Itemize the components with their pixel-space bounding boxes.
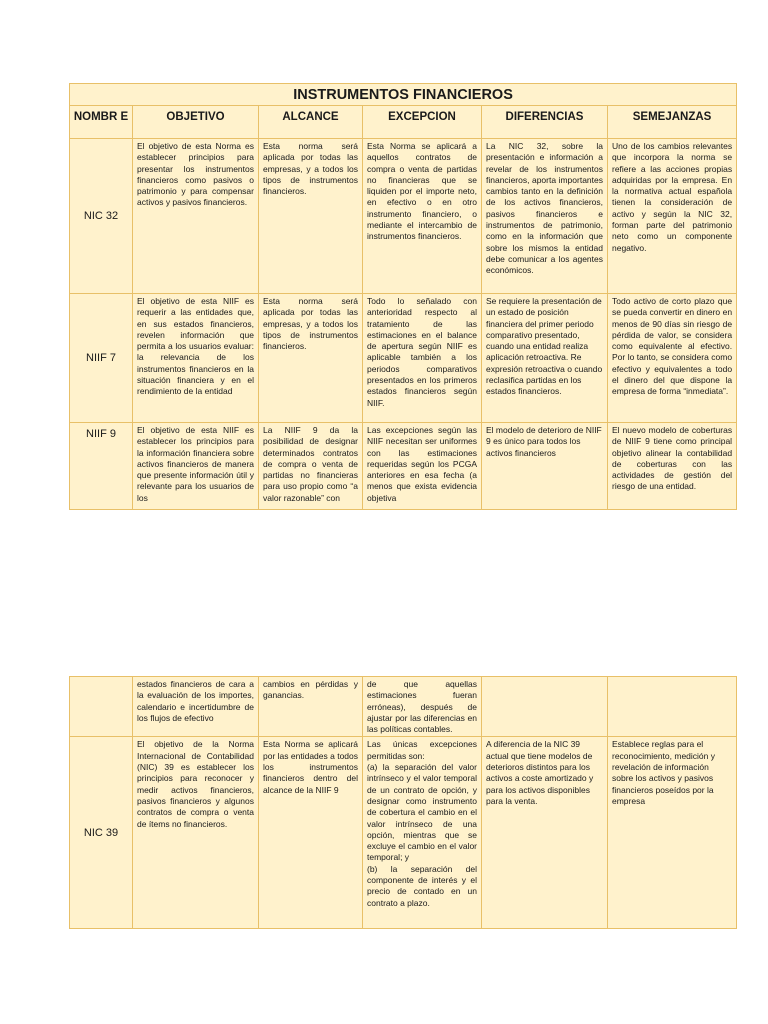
financial-instruments-table	[69, 83, 737, 510]
header-diferencias: DIFERENCIAS	[482, 106, 608, 139]
cell-semejanzas: Establece reglas para el reconocimiento, medición y revelación de información sobre los activos y pasivos financieros poseídos por la empresa	[608, 737, 737, 929]
cell-alcance: Esta norma será aplicada por todas las empresas, y a todos los tipos de instrumentos financieros.	[259, 139, 363, 294]
excepcion-intro: Las únicas excepciones permitidas son:	[367, 739, 477, 761]
header-nombre: NOMBR E	[70, 106, 133, 139]
row-name: NIC 39	[70, 737, 133, 929]
excepcion-item-b: (b) la separación del componente de interés y el precio de contado en un contrato a plazo.	[367, 863, 477, 908]
row-name: NIIF 9	[70, 423, 133, 510]
row-name: NIC 32	[70, 139, 133, 294]
cell-excepcion: de que aquellas estimaciones fueran erróneas), después de ajustar por las diferencias en las políticas contables.	[363, 677, 482, 737]
cell-semejanzas: Todo activo de corto plazo que se pueda convertir en dinero en menos de 90 días sin riesgo de pérdida de valor, se considera como equivalente al efectivo. Por lo tanto, se considera como efectivo y equivalentes a todo el dinero del que dispone la empresa de forma “inmediata”.	[608, 294, 737, 423]
cell-semejanzas: Uno de los cambios relevantes que incorpora la norma se refiere a las acciones propias adquiridas por la empresa. En la normativa actual española tienen la consideración de activo y según la NIC 32, forman parte del patrimonio neto como un componente negativo.	[608, 139, 737, 294]
header-semejanzas: SEMEJANZAS	[608, 106, 737, 139]
cell-alcance: Esta norma será aplicada por todas las empresas, y a todos los tipos de instrumentos financieros.	[259, 294, 363, 423]
cell-objetivo: El objetivo de esta NIIF es requerir a las entidades que, en sus estados financieros, revelen información que permita a los usuarios evaluar: la relevancia de los instrumentos financieros en la situación financiera y en el rendimiento de la entidad	[133, 294, 259, 423]
cell-diferencias	[482, 677, 608, 737]
row-name	[70, 677, 133, 737]
header-objetivo: OBJETIVO	[133, 106, 259, 139]
cell-semejanzas: El nuevo modelo de coberturas de NIIF 9 tiene como principal objetivo alinear la contabilidad de coberturas con las actividades de gestión del riesgo de una entidad.	[608, 423, 737, 510]
header-alcance: ALCANCE	[259, 106, 363, 139]
cell-diferencias: Se requiere la presentación de un estado de posición financiera del primer periodo comparativo presentado, cuando una entidad realiza aplicación retroactiva. Re expresión retroactiva o cuando reclasifica partidas en los estados financieros.	[482, 294, 608, 423]
cell-alcance: Esta Norma se aplicará por las entidades a todos los instrumentos financieros dentro del alcance de la NIIF 9	[259, 737, 363, 929]
excepcion-item-a: (a) la separación del valor intrínseco y el valor temporal de un contrato de opción, y designar como instrumento de cobertura el cambio en el valor intrínseco de una opción, mientras que se excluye el cambio en el valor temporal; y	[367, 762, 477, 863]
cell-semejanzas	[608, 677, 737, 737]
table-row	[70, 423, 737, 510]
cell-objetivo: El objetivo de esta NIIF es establecer los principios para la información financiera sobre activos financieros de manera que presente información útil y relevante para los usuarios de los	[133, 423, 259, 510]
cell-excepcion: Todo lo señalado con anterioridad respecto al tratamiento de las estimaciones en el balance de apertura según NIIF es aplicable también a los periodos comparativos presentados en los primeros estados financieros según NIIF.	[363, 294, 482, 423]
cell-excepcion: Esta Norma se aplicará a aquellos contratos de compra o venta de partidas no financieras que se liquiden por el importe neto, en efectivo o en otro instrumento financiero, o mediante el intercambio de instrumentos financieros.	[363, 139, 482, 294]
cell-objetivo: El objetivo de esta Norma es establecer principios para presentar los instrumentos financieros como pasivos o patrimonio y para compensar activos y pasivos financieros.	[133, 139, 259, 294]
cell-alcance: La NIIF 9 da la posibilidad de designar determinados contratos de compra o venta de partidas no financieras para uso propio como “a valor razonable” con	[259, 423, 363, 510]
cell-objetivo: estados financieros de cara a la evaluación de los importes, calendario e incertidumbre de los flujos de efectivo	[133, 677, 259, 737]
table-row-continuation	[70, 677, 737, 737]
header-excepcion: EXCEPCION	[363, 106, 482, 139]
cell-diferencias: La NIC 32, sobre la presentación e información a revelar de los instrumentos financieros, aporta importantes cambios tanto en la definición de los activos financieros, pasivos financieros e instrumentos de patrimonio, como en la información que sobre los mismos la entidad debe comunicar a los agentes económicos.	[482, 139, 608, 294]
row-name: NIIF 7	[70, 294, 133, 423]
cell-excepcion: Las excepciones según las NIIF necesitan ser uniformes con las estimaciones requeridas según los PCGA anteriores en esa fecha (a menos que exista evidencia objetiva	[363, 423, 482, 510]
table-title: INSTRUMENTOS FINANCIEROS	[70, 84, 737, 106]
cell-diferencias: El modelo de deterioro de NIIF 9 es único para todos los activos financieros	[482, 423, 608, 510]
cell-excepcion	[363, 737, 482, 929]
table-row	[70, 737, 737, 929]
header-row	[70, 106, 737, 139]
table-row	[70, 139, 737, 294]
cell-objetivo: El objetivo de la Norma Internacional de Contabilidad (NIC) 39 es establecer los principios para reconocer y medir activos financieros, pasivos financieros y algunos contratos de compra o venta de ítems no financieros.	[133, 737, 259, 929]
cell-diferencias: A diferencia de la NIC 39 actual que tiene modelos de deterioros distintos para los activos a coste amortizado y para los activos disponibles para la venta.	[482, 737, 608, 929]
financial-instruments-table-continued	[69, 676, 737, 929]
cell-alcance: cambios en pérdidas y ganancias.	[259, 677, 363, 737]
table-row	[70, 294, 737, 423]
